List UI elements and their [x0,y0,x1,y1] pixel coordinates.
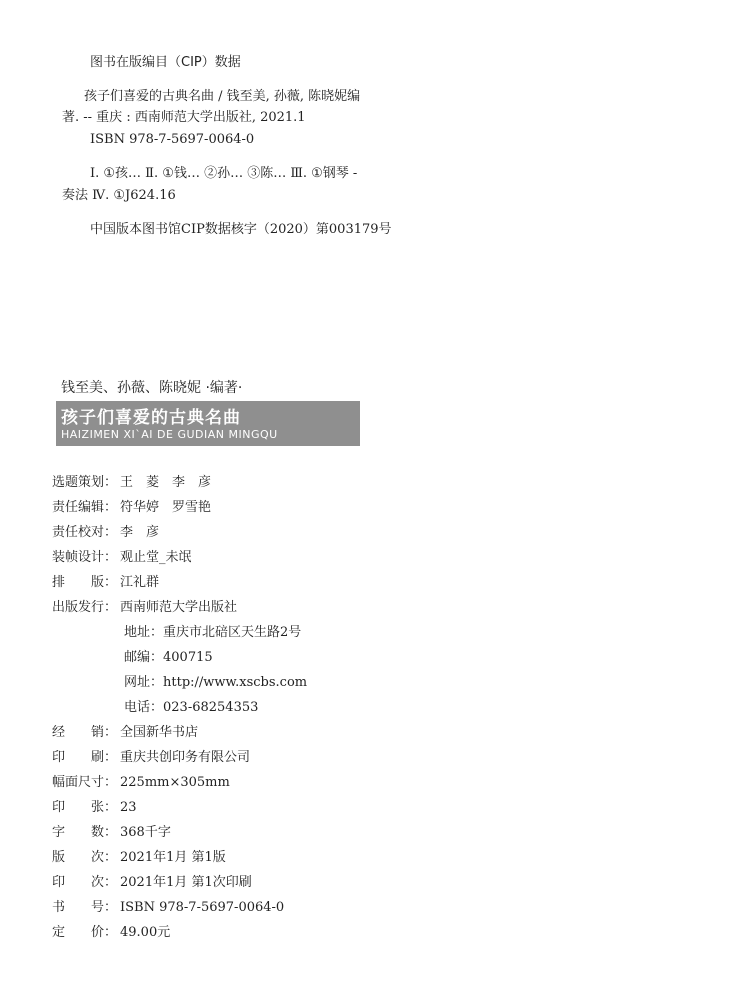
credit-label: 装帧设计： [52,550,118,565]
publisher-label: 邮编： [124,650,164,665]
publisher-value: 023-68254353 [163,700,259,715]
credit-row [52,570,307,595]
spec-row [52,745,307,770]
spec-value: 368千字 [120,825,171,840]
book-title: 孩子们喜爱的古典名曲 [61,408,241,428]
spec-value: 2021年1月 第1次印刷 [120,875,252,890]
spec-value: 225mm×305mm [120,775,230,790]
spec-row [52,845,307,870]
credit-label: 责任校对： [52,525,118,540]
cip-line-6: 中国版本图书馆CIP数据核字（2020）第003179号 [90,222,392,237]
cip-line-4: Ⅰ. ①孩… Ⅱ. ①钱… ②孙… ③陈… Ⅲ. ①钢琴 - [90,166,358,181]
credit-label: 责任编辑： [52,500,118,515]
credit-row [52,520,307,545]
credits-list [52,470,307,945]
cip-line-5: 奏法 Ⅳ. ①J624.16 [62,188,176,203]
publisher-row [52,620,307,645]
spec-label: 定 价： [52,925,118,940]
credit-value: 李 彦 [120,525,160,540]
cip-line-3: ISBN 978-7-5697-0064-0 [90,132,255,147]
book-pinyin: HAIZIMEN XI`AI DE GUDIAN MINGQU [61,428,278,441]
spec-row [52,720,307,745]
publisher-label: 电话： [124,700,164,715]
publisher-row [52,670,307,695]
spec-value: 全国新华书店 [120,725,199,740]
spec-label: 印 次： [52,875,118,890]
credit-value: 江礼群 [120,575,160,590]
spec-row [52,770,307,795]
spec-label: 版 次： [52,850,118,865]
credit-label: 排 版： [52,575,118,590]
spec-row [52,795,307,820]
credit-label: 选题策划： [52,475,118,490]
spec-row [52,920,307,945]
title-banner [56,401,360,446]
spec-value: ISBN 978-7-5697-0064-0 [120,900,285,915]
spec-value: 49.00元 [120,925,171,940]
credit-row [52,495,307,520]
spec-label: 印 刷： [52,750,118,765]
spec-row [52,895,307,920]
spec-label: 书 号： [52,900,118,915]
credit-row [52,595,307,620]
publisher-label: 网址： [124,675,164,690]
credit-row [52,470,307,495]
spec-value: 23 [120,800,137,815]
credit-value: 西南师范大学出版社 [120,600,238,615]
credit-label: 出版发行： [52,600,118,615]
cip-heading: 图书在版编目（CIP）数据 [90,55,241,70]
credit-value: 观止堂_未氓 [120,550,192,565]
spec-label: 字 数： [52,825,118,840]
publisher-label: 地址： [124,625,164,640]
publisher-row [52,695,307,720]
authors-line: 钱至美、孙薇、陈晓妮 ·编著· [61,380,243,396]
spec-row [52,870,307,895]
credit-value: 符华婷 罗雪艳 [120,500,212,515]
spec-label: 经 销： [52,725,118,740]
spec-value: 重庆共创印务有限公司 [120,750,251,765]
spec-value: 2021年1月 第1版 [120,850,226,865]
credit-value: 王 菱 李 彦 [120,475,212,490]
spec-label: 幅面尺寸： [52,775,118,790]
credit-row [52,545,307,570]
publisher-row [52,645,307,670]
publisher-value: 重庆市北碚区天生路2号 [163,625,302,640]
spec-row [52,820,307,845]
cip-line-2: 著. -- 重庆 : 西南师范大学出版社, 2021.1 [62,110,306,125]
spec-label: 印 张： [52,800,118,815]
cip-line-1: 孩子们喜爱的古典名曲 / 钱至美, 孙薇, 陈晓妮编 [84,89,361,104]
publisher-value: 400715 [163,650,213,665]
publisher-value: http://www.xscbs.com [163,675,308,690]
